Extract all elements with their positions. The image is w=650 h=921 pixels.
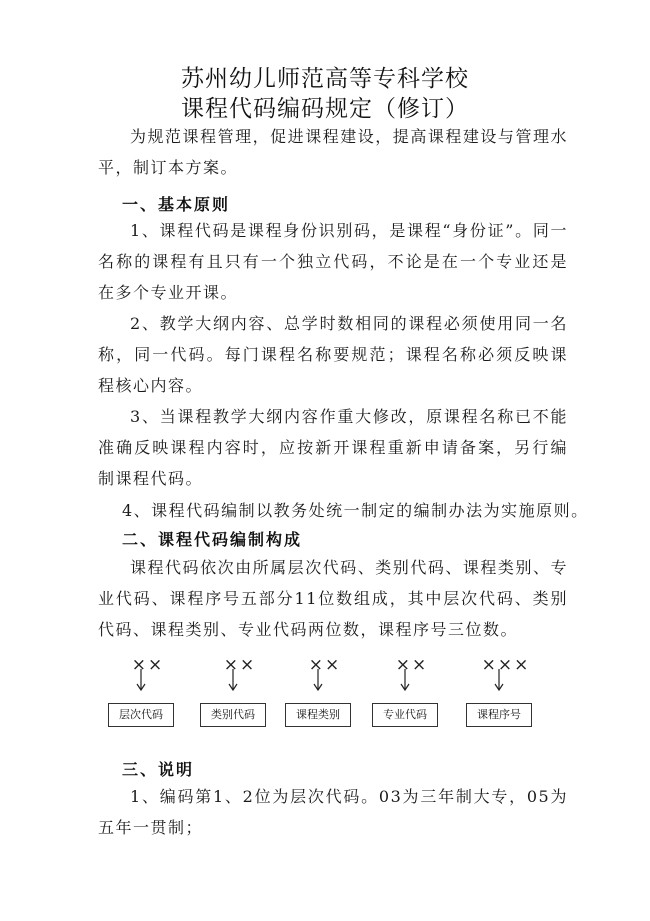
section3-item1: 1、编码第1、2位为层次代码。03为三年制大专，05为五年一贯制； [98, 787, 568, 837]
section1-item2: 2、教学大纲内容、总学时数相同的课程必须使用同一名称，同一代码。每门课程名称要规范；课程名称必须反映课程核心内容。 [98, 314, 568, 395]
code-part-sequence [466, 655, 546, 735]
section1-item1: 1、课程代码是课程身份识别码，是课程“身份证”。同一名称的课程有且只有一个独立代码，不论是在一个专业还是在多个专业开课。 [98, 221, 568, 302]
code-placeholder-marks: ×× [308, 655, 342, 675]
down-arrow-icon [466, 665, 546, 693]
code-label-box: 课程序号 [466, 703, 532, 727]
section1-item3: 3、当课程教学大纲内容作重大修改，原课程名称已不能准确反映课程内容时，应按新开课程重新申请备案，另行编制课程代码。 [98, 407, 568, 488]
down-arrow-icon [285, 665, 365, 693]
section2-heading: 二、课程代码编制构成 [122, 530, 303, 549]
code-label-box: 层次代码 [108, 703, 174, 727]
section3-heading: 三、说明 [122, 760, 195, 779]
code-placeholder-marks: ×× [223, 655, 257, 675]
section2-body: 课程代码依次由所属层次代码、类别代码、课程类别、专业代码、课程序号五部分11位数组成，其中层次代码、类别代码、课程类别、专业代码两位数，课程序号三位数。 [98, 558, 568, 639]
down-arrow-icon [200, 665, 280, 693]
code-label-box: 专业代码 [372, 703, 438, 727]
down-arrow-icon [372, 665, 452, 693]
code-part-course-type [285, 655, 365, 735]
code-label-box: 课程类别 [285, 703, 351, 727]
intro-paragraph: 为规范课程管理，促进课程建设，提高课程建设与管理水平，制订本方案。 [98, 127, 568, 177]
code-placeholder-marks: ××× [481, 655, 531, 675]
section1-item4: 4、课程代码编制以教务处统一制定的编制办法为实施原则。 [122, 501, 589, 520]
code-placeholder-marks: ×× [395, 655, 429, 675]
section1-heading: 一、基本原则 [122, 195, 231, 214]
code-placeholder-marks: ×× [131, 655, 165, 675]
code-label-box: 类别代码 [200, 703, 266, 727]
document-title-line1: 苏州幼儿师范高等专科学校 [181, 66, 469, 92]
document-title-line2: 课程代码编码规定（修订） [181, 96, 469, 122]
code-part-category [200, 655, 280, 735]
code-part-major [372, 655, 452, 735]
down-arrow-icon [108, 665, 188, 693]
code-part-level [108, 655, 188, 735]
code-structure-diagram [0, 655, 650, 735]
